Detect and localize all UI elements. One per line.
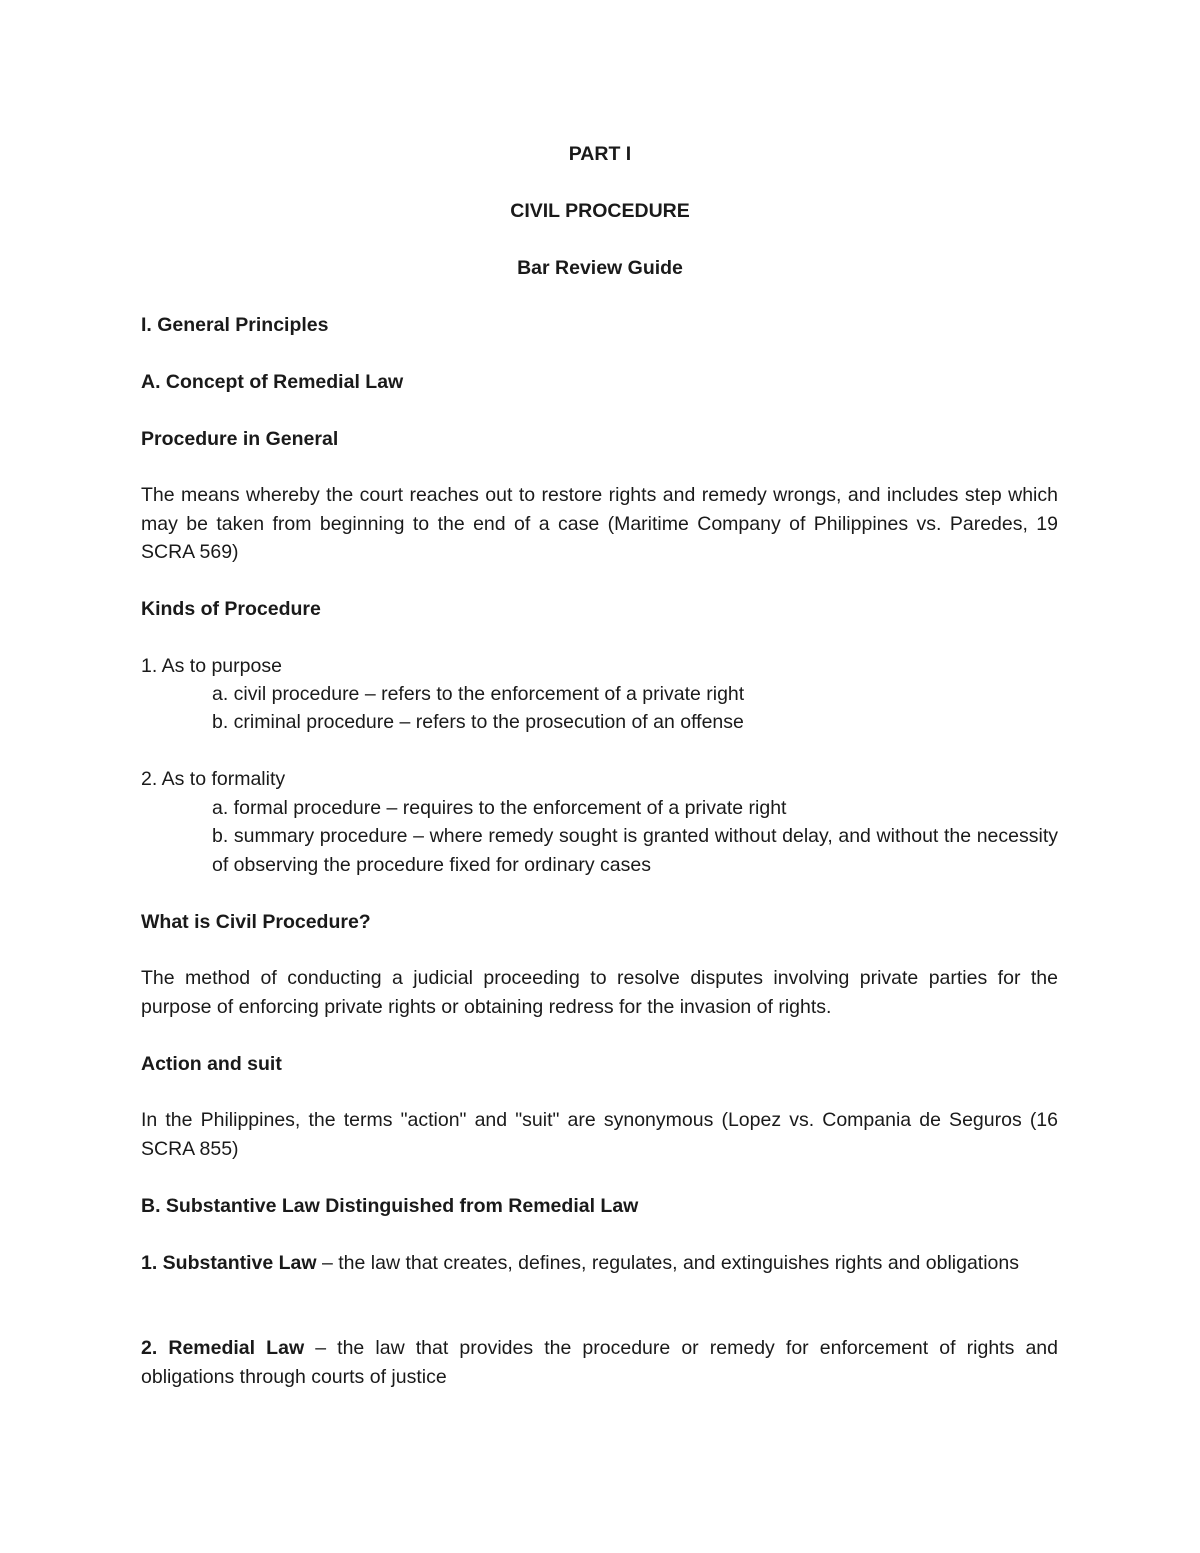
definition-text-substantive-law: – the law that creates, defines, regulates, and extinguishes rights and obligations: [316, 1252, 1020, 1274]
term-substantive-law: 1. Substantive Law: [141, 1252, 317, 1274]
paragraph-civil-procedure: The method of conducting a judicial proceeding to resolve disputes involving private parties for the purpose of enforcing private rights or obtaining redress for the invasion of rights.: [141, 967, 1058, 1018]
term-remedial-law: 2. Remedial Law: [141, 1337, 305, 1359]
heading-kinds-of-procedure: Kinds of Procedure: [141, 598, 321, 620]
definition-remedial-law: [141, 1334, 1058, 1391]
part-title: PART I: [568, 143, 632, 165]
definition-text-remedial-law: – the law that provides the procedure or remedy for enforcement of rights and obligations through courts of justice: [141, 1337, 1058, 1388]
section-heading-general-principles: I. General Principles: [141, 314, 329, 336]
heading-procedure-in-general: Procedure in General: [141, 428, 339, 450]
subsection-heading-concept-remedial-law: A. Concept of Remedial Law: [141, 371, 404, 393]
heading-what-is-civil-procedure: What is Civil Procedure?: [141, 911, 371, 933]
guide-title: Bar Review Guide: [517, 257, 683, 279]
list-item-criminal-procedure: b. criminal procedure – refers to the prosecution of an offense: [212, 711, 744, 733]
paragraph-action-and-suit: In the Philippines, the terms "action" and "suit" are synonymous (Lopez vs. Compania de Seguros (16 SCRA 855): [141, 1109, 1058, 1160]
heading-substantive-vs-remedial: B. Substantive Law Distinguished from Remedial Law: [141, 1195, 639, 1217]
list-item-summary-procedure: b. summary procedure – where remedy sought is granted without delay, and without the necessity of observing the procedure fixed for ordinary cases: [212, 825, 1058, 876]
heading-action-and-suit: Action and suit: [141, 1053, 282, 1075]
list-item-formal-procedure: a. formal procedure – requires to the enforcement of a private right: [212, 797, 787, 819]
paragraph-procedure-in-general: The means whereby the court reaches out to restore rights and remedy wrongs, and includes step which may be taken from beginning to the end of a case (Maritime Company of Philippines vs. Paredes, 19 SCRA 569): [141, 484, 1058, 563]
definition-substantive-law: [141, 1249, 1058, 1278]
list-label-purpose: 1. As to purpose: [141, 655, 282, 677]
subject-title: CIVIL PROCEDURE: [510, 200, 690, 222]
list-item-civil-procedure: a. civil procedure – refers to the enforcement of a private right: [212, 683, 745, 705]
list-label-formality: 2. As to formality: [141, 768, 286, 790]
